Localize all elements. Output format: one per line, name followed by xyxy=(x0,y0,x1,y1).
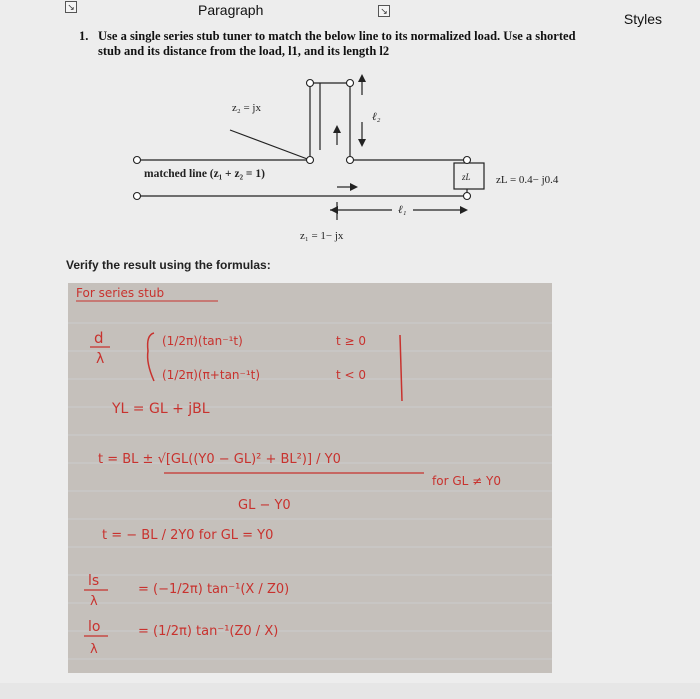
brace-line-2: (1/2π)(π+tan⁻¹t) xyxy=(162,368,261,382)
lo-formula: = (1/2π) tan⁻¹(Z0 / X) xyxy=(138,624,279,639)
bottom-strip xyxy=(0,683,700,699)
editor-toolbar xyxy=(0,0,700,27)
lo-over-lambda-den: λ xyxy=(90,642,98,657)
t-formula-numerator: t = BL ± √[GL((Y0 − GL)² + BL²)] / Y0 xyxy=(98,452,341,467)
matched-line-label: matched line (z₁ + z₂ = 1) xyxy=(144,168,265,180)
z2-label: z₂ = jx xyxy=(232,102,261,114)
brace-line-1: (1/2π)(tan⁻¹t) xyxy=(162,334,243,348)
ls-over-lambda-num: ls xyxy=(88,573,100,589)
style-icon[interactable]: ↘ xyxy=(378,5,390,17)
load-box-label: zL xyxy=(462,172,471,182)
t-special-case: t = − BL / 2Y0 for GL = Y0 xyxy=(102,528,274,543)
verify-instruction: Verify the result using the formulas: xyxy=(66,258,271,272)
ls-over-lambda-den: λ xyxy=(90,594,98,609)
brace-cond-2: t < 0 xyxy=(336,368,367,382)
ls-formula: = (−1/2π) tan⁻¹(X / Z0) xyxy=(138,582,290,597)
question-number: 1. xyxy=(79,29,89,43)
l1-label: ℓ₁ xyxy=(398,204,407,216)
admittance-line: YL = GL + jBL xyxy=(112,401,210,417)
d-over-lambda-den: λ xyxy=(96,351,105,367)
handwritten-notes-photo xyxy=(68,283,552,673)
stub-tuner-diagram xyxy=(130,65,610,245)
z1-label: z₁ = 1− jx xyxy=(300,230,344,242)
brace-cond-1: t ≥ 0 xyxy=(336,334,367,348)
d-over-lambda-num: d xyxy=(94,329,104,347)
paragraph-style-label[interactable]: Paragraph xyxy=(198,2,264,18)
style-icon[interactable]: ↘ xyxy=(65,1,77,13)
question-text: Use a single series stub tuner to match the below line to its normalized load. Use a shorted stub and its distance from the load, l1, and its length l2 xyxy=(98,29,576,58)
load-impedance-label: zL = 0.4− j0.4 xyxy=(496,174,559,186)
t-formula-denominator: GL − Y0 xyxy=(238,498,291,513)
notes-heading: For series stub xyxy=(76,286,165,300)
l2-label: ℓ₂ xyxy=(372,111,381,123)
lo-over-lambda-num: lo xyxy=(88,619,101,635)
t-formula-condition: for GL ≠ Y0 xyxy=(432,474,501,488)
styles-label[interactable]: Styles xyxy=(623,11,662,27)
